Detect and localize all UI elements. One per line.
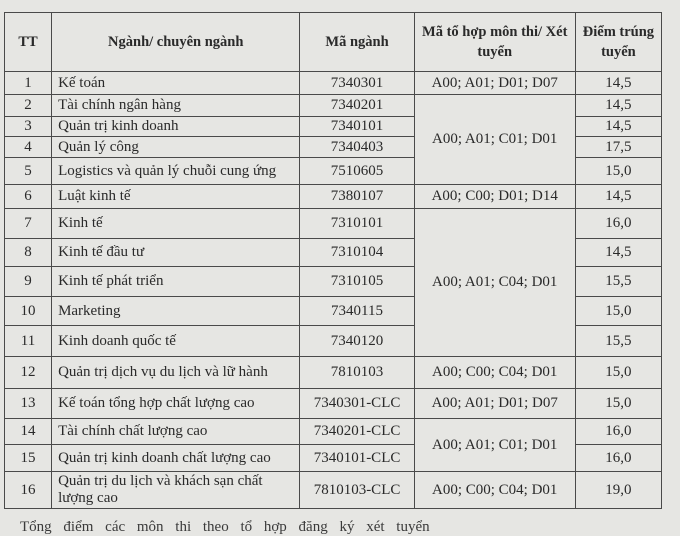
cell-score: 15,5 bbox=[575, 267, 661, 297]
cell-major: Quản lý công bbox=[52, 137, 300, 158]
cell-major: Quản trị du lịch và khách sạn chất lượng cao bbox=[52, 472, 300, 509]
table-row bbox=[5, 209, 662, 239]
cell-major: Kinh tế phát triển bbox=[52, 267, 300, 297]
cell-combo: A00; A01; D01; D07 bbox=[414, 389, 575, 419]
cell-score: 14,5 bbox=[575, 95, 661, 117]
cell-major: Luật kinh tế bbox=[52, 185, 300, 209]
cell-combo: A00; C00; D01; D14 bbox=[414, 185, 575, 209]
cell-major: Kế toán bbox=[52, 72, 300, 95]
cell-code: 7340301-CLC bbox=[300, 389, 414, 419]
table-row bbox=[5, 472, 662, 509]
cell-code: 7340403 bbox=[300, 137, 414, 158]
cell-code: 7310105 bbox=[300, 267, 414, 297]
cell-major: Tài chính ngân hàng bbox=[52, 95, 300, 117]
cell-tt: 7 bbox=[5, 209, 52, 239]
cell-code: 7340120 bbox=[300, 326, 414, 357]
cell-score: 15,0 bbox=[575, 297, 661, 326]
cell-tt: 5 bbox=[5, 158, 52, 185]
cell-code: 7340301 bbox=[300, 72, 414, 95]
cell-code: 7340201 bbox=[300, 95, 414, 117]
cell-combo: A00; A01; C01; D01 bbox=[414, 95, 575, 185]
table-row bbox=[5, 185, 662, 209]
cell-tt: 10 bbox=[5, 297, 52, 326]
cell-tt: 13 bbox=[5, 389, 52, 419]
cell-tt: 4 bbox=[5, 137, 52, 158]
admission-scores-table bbox=[4, 12, 662, 509]
cell-major: Kinh tế đầu tư bbox=[52, 239, 300, 267]
cell-code: 7510605 bbox=[300, 158, 414, 185]
cell-code: 7340101 bbox=[300, 117, 414, 137]
cell-tt: 2 bbox=[5, 95, 52, 117]
cell-major: Quản trị kinh doanh chất lượng cao bbox=[52, 445, 300, 472]
cell-major: Quản trị kinh doanh bbox=[52, 117, 300, 137]
cell-score: 14,5 bbox=[575, 185, 661, 209]
cell-combo: A00; C00; C04; D01 bbox=[414, 472, 575, 509]
cell-major: Kế toán tổng hợp chất lượng cao bbox=[52, 389, 300, 419]
header-combo: Mã tổ hợp môn thi/ Xét tuyển bbox=[414, 13, 575, 72]
cell-tt: 15 bbox=[5, 445, 52, 472]
cell-score: 15,0 bbox=[575, 357, 661, 389]
cell-code: 7810103 bbox=[300, 357, 414, 389]
cell-score: 14,5 bbox=[575, 72, 661, 95]
cell-score: 15,0 bbox=[575, 158, 661, 185]
cell-score: 16,0 bbox=[575, 419, 661, 445]
cell-tt: 1 bbox=[5, 72, 52, 95]
table-row bbox=[5, 357, 662, 389]
cell-score: 19,0 bbox=[575, 472, 661, 509]
cell-tt: 9 bbox=[5, 267, 52, 297]
table-row bbox=[5, 95, 662, 117]
table-row bbox=[5, 72, 662, 95]
cell-score: 16,0 bbox=[575, 445, 661, 472]
cell-score: 15,0 bbox=[575, 389, 661, 419]
cell-code: 7340201-CLC bbox=[300, 419, 414, 445]
cell-score: 15,5 bbox=[575, 326, 661, 357]
header-row bbox=[5, 13, 662, 72]
cell-tt: 12 bbox=[5, 357, 52, 389]
cell-tt: 11 bbox=[5, 326, 52, 357]
cell-code: 7340115 bbox=[300, 297, 414, 326]
table-row bbox=[5, 419, 662, 445]
cell-major: Logistics và quản lý chuỗi cung ứng bbox=[52, 158, 300, 185]
cell-tt: 14 bbox=[5, 419, 52, 445]
cell-code: 7810103-CLC bbox=[300, 472, 414, 509]
cell-combo: A00; A01; C01; D01 bbox=[414, 419, 575, 472]
header-score: Điểm trúng tuyển bbox=[575, 13, 661, 72]
cell-combo: A00; A01; C04; D01 bbox=[414, 209, 575, 357]
cell-major: Marketing bbox=[52, 297, 300, 326]
cell-score: 16,0 bbox=[575, 209, 661, 239]
cell-score: 17,5 bbox=[575, 137, 661, 158]
footer-note: Tổng điểm các môn thi theo tổ hợp đăng ký xét tuyển bbox=[20, 519, 430, 535]
cell-major: Kinh doanh quốc tế bbox=[52, 326, 300, 357]
cell-major: Kinh tế bbox=[52, 209, 300, 239]
cell-tt: 3 bbox=[5, 117, 52, 137]
cell-major: Tài chính chất lượng cao bbox=[52, 419, 300, 445]
cell-major: Quản trị dịch vụ du lịch và lữ hành bbox=[52, 357, 300, 389]
cell-score: 14,5 bbox=[575, 239, 661, 267]
cell-code: 7310104 bbox=[300, 239, 414, 267]
cell-score: 14,5 bbox=[575, 117, 661, 137]
cell-code: 7310101 bbox=[300, 209, 414, 239]
cell-code: 7340101-CLC bbox=[300, 445, 414, 472]
cell-combo: A00; A01; D01; D07 bbox=[414, 72, 575, 95]
cell-tt: 6 bbox=[5, 185, 52, 209]
cell-code: 7380107 bbox=[300, 185, 414, 209]
header-major: Ngành/ chuyên ngành bbox=[52, 13, 300, 72]
cell-combo: A00; C00; C04; D01 bbox=[414, 357, 575, 389]
header-tt: TT bbox=[5, 13, 52, 72]
header-code: Mã ngành bbox=[300, 13, 414, 72]
table-row bbox=[5, 389, 662, 419]
cell-tt: 8 bbox=[5, 239, 52, 267]
cell-tt: 16 bbox=[5, 472, 52, 509]
